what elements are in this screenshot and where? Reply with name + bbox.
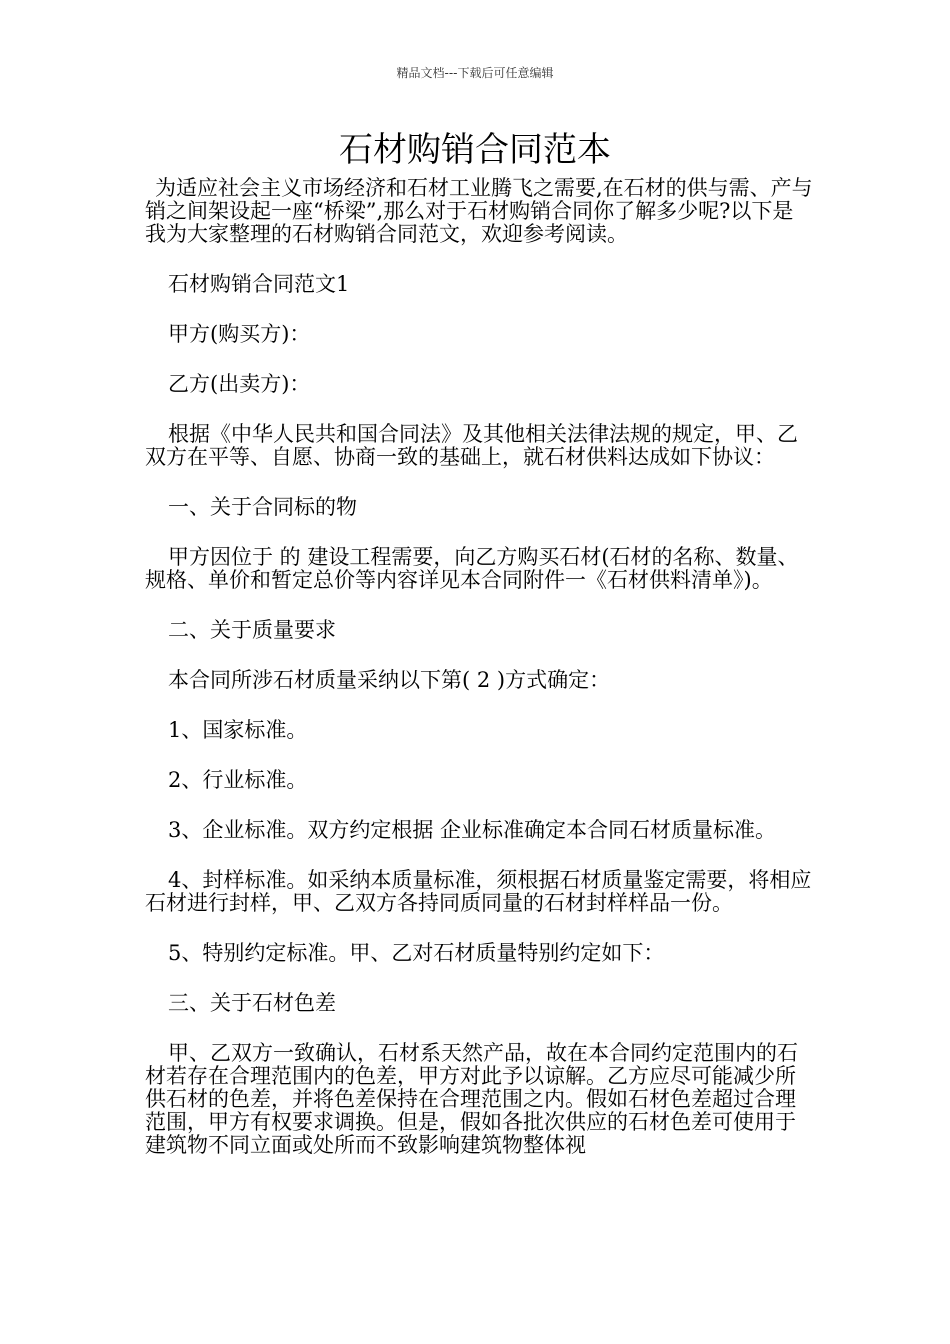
list-item-3: 3、企业标准。双方约定根据 企业标准确定本合同石材质量标准。 (168, 818, 777, 842)
clause-heading-1: 一、关于合同标的物 (168, 495, 357, 519)
document-body (145, 177, 813, 1157)
document-title: 石材购销合同范本 (339, 130, 611, 170)
list-item-2: 2、行业标准。 (168, 768, 308, 792)
clause-1-paragraph: 甲方因位于 的 建设工程需要，向乙方购买石材(石材的名称、数量、规格、单价和暂定总价等内容详见本合同附件一《石材供料清单》)。 (145, 545, 799, 592)
intro-paragraph: 为适应社会主义市场经济和石材工业腾飞之需要,在石材的供与需、产与销之间架设起一座“桥梁”,那么对于石材购销合同你了解多少呢?以下是我为大家整理的石材购销合同范文，欢迎参考阅读。 (145, 176, 813, 246)
page-header-note: 精品文档---下载后可任意编辑 (396, 66, 554, 80)
clause-heading-3: 三、关于石材色差 (168, 991, 336, 1015)
party-a-line: 甲方(购买方)： (168, 322, 311, 346)
section-heading-sample-1: 石材购销合同范文1 (168, 272, 350, 296)
list-item-4: 4、封样标准。如采纳本质量标准，须根据石材质量鉴定需要，将相应石材进行封样，甲、乙双方各持同质同量的石材封样样品一份。 (145, 868, 812, 915)
clause-2-paragraph: 本合同所涉石材质量采纳以下第( 2 )方式确定： (168, 668, 611, 692)
preamble-paragraph: 根据《中华人民共和国合同法》及其他相关法律法规的规定，甲、乙双方在平等、自愿、协商一致的基础上，就石材供料达成如下协议： (145, 422, 798, 469)
clause-3-paragraph: 甲、乙双方一致确认，石材系天然产品，故在本合同约定范围内的石材若存在合理范围内的色差，甲方对此予以谅解。乙方应尽可能减少所供石材的色差，并将色差保持在合理范围之内。假如石材色差超过合理范围，甲方有权要求调换。但是，假如各批次供应的石材色差可使用于建筑物不同立面或处所而不致影响建筑物整体视 (145, 1041, 798, 1157)
list-item-5: 5、特别约定标准。甲、乙对石材质量特别约定如下： (168, 941, 665, 965)
clause-heading-2: 二、关于质量要求 (168, 618, 336, 642)
party-b-line: 乙方(出卖方)： (168, 372, 311, 396)
list-item-1: 1、国家标准。 (168, 718, 308, 742)
